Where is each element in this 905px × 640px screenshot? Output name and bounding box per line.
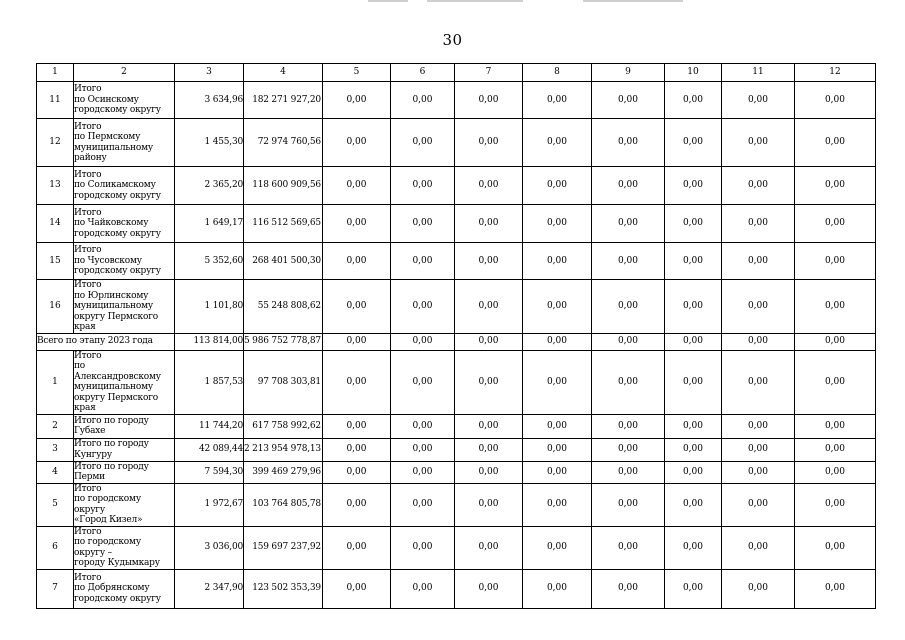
row-number: 16 xyxy=(37,280,74,334)
column-header: 12 xyxy=(794,64,875,82)
cell-value: 0,00 xyxy=(322,167,390,205)
total-value: 0,00 xyxy=(794,333,875,350)
cell-value: 0,00 xyxy=(390,119,454,167)
cell-value: 0,00 xyxy=(721,438,794,461)
row-name: Итого по Пермскому муниципальному району xyxy=(74,119,175,167)
cell-value: 0,00 xyxy=(454,280,522,334)
row-name: Итого по городскому округу «Город Кизел» xyxy=(74,483,175,526)
row-number: 1 xyxy=(37,350,74,414)
total-value: 0,00 xyxy=(522,333,591,350)
cell-value: 11 744,20 xyxy=(175,414,244,438)
cell-value: 0,00 xyxy=(522,119,591,167)
cell-value: 0,00 xyxy=(721,414,794,438)
cell-value: 0,00 xyxy=(591,461,664,483)
total-value: 0,00 xyxy=(390,333,454,350)
cell-value: 2 365,20 xyxy=(175,167,244,205)
cell-value: 0,00 xyxy=(522,569,591,608)
cell-value: 0,00 xyxy=(664,243,721,280)
cell-amount: 116 512 569,65 xyxy=(244,205,323,243)
cell-value: 0,00 xyxy=(390,205,454,243)
cell-value: 0,00 xyxy=(322,205,390,243)
cell-value: 0,00 xyxy=(664,167,721,205)
table-body xyxy=(37,64,876,609)
table-row xyxy=(37,438,876,461)
cell-value: 0,00 xyxy=(390,280,454,334)
cell-value: 0,00 xyxy=(390,167,454,205)
cell-value: 0,00 xyxy=(794,280,875,334)
row-name: Итого по Добрянскому городскому округу xyxy=(74,569,175,608)
cell-amount: 103 764 805,78 xyxy=(244,483,323,526)
cell-value: 2 347,90 xyxy=(175,569,244,608)
row-name: Итого по Юрлинскому муниципальному округу Пермского края xyxy=(74,280,175,334)
cell-value: 0,00 xyxy=(522,461,591,483)
cell-value: 1 972,67 xyxy=(175,483,244,526)
cell-value: 0,00 xyxy=(664,569,721,608)
scan-edge-mark xyxy=(583,0,683,2)
cell-value: 0,00 xyxy=(721,350,794,414)
cell-value: 0,00 xyxy=(322,414,390,438)
cell-value: 42 089,44 xyxy=(175,438,244,461)
cell-value: 0,00 xyxy=(664,526,721,569)
cell-value: 0,00 xyxy=(794,243,875,280)
page-number: 30 xyxy=(442,31,463,49)
cell-value: 0,00 xyxy=(322,280,390,334)
cell-value: 0,00 xyxy=(454,461,522,483)
cell-value: 1 455,30 xyxy=(175,119,244,167)
table-row xyxy=(37,119,876,167)
cell-value: 0,00 xyxy=(390,461,454,483)
cell-amount: 182 271 927,20 xyxy=(244,82,323,119)
row-number: 6 xyxy=(37,526,74,569)
cell-value: 0,00 xyxy=(664,350,721,414)
row-number: 15 xyxy=(37,243,74,280)
row-name: Итого по городу Перми xyxy=(74,461,175,483)
cell-value: 5 352,60 xyxy=(175,243,244,280)
total-row xyxy=(37,333,876,350)
cell-value: 0,00 xyxy=(591,205,664,243)
column-header: 5 xyxy=(322,64,390,82)
cell-value: 0,00 xyxy=(721,119,794,167)
cell-value: 0,00 xyxy=(522,205,591,243)
cell-value: 0,00 xyxy=(664,205,721,243)
cell-value: 0,00 xyxy=(522,414,591,438)
table-row xyxy=(37,569,876,608)
cell-value: 0,00 xyxy=(664,414,721,438)
column-header: 6 xyxy=(390,64,454,82)
cell-value: 0,00 xyxy=(454,82,522,119)
cell-value: 0,00 xyxy=(721,483,794,526)
cell-value: 0,00 xyxy=(664,461,721,483)
cell-value: 0,00 xyxy=(794,526,875,569)
column-header: 1 xyxy=(37,64,74,82)
total-amount: 5 986 752 778,87 xyxy=(244,333,323,350)
row-number: 11 xyxy=(37,82,74,119)
cell-value: 0,00 xyxy=(522,82,591,119)
cell-value: 0,00 xyxy=(454,167,522,205)
cell-value: 0,00 xyxy=(454,243,522,280)
cell-value: 0,00 xyxy=(664,438,721,461)
cell-value: 0,00 xyxy=(454,350,522,414)
cell-value: 0,00 xyxy=(522,243,591,280)
cell-value: 0,00 xyxy=(390,483,454,526)
cell-value: 0,00 xyxy=(390,82,454,119)
cell-value: 0,00 xyxy=(721,461,794,483)
cell-value: 0,00 xyxy=(522,167,591,205)
column-header: 3 xyxy=(175,64,244,82)
table-row xyxy=(37,243,876,280)
cell-value: 0,00 xyxy=(591,438,664,461)
cell-value: 0,00 xyxy=(522,438,591,461)
cell-value: 0,00 xyxy=(721,526,794,569)
table-row xyxy=(37,483,876,526)
cell-amount: 399 469 279,96 xyxy=(244,461,323,483)
cell-value: 1 101,80 xyxy=(175,280,244,334)
scan-edge-mark xyxy=(368,0,408,2)
cell-value: 0,00 xyxy=(591,350,664,414)
cell-value: 0,00 xyxy=(454,569,522,608)
cell-value: 0,00 xyxy=(322,119,390,167)
cell-value: 0,00 xyxy=(794,438,875,461)
cell-amount: 72 974 760,56 xyxy=(244,119,323,167)
row-number: 14 xyxy=(37,205,74,243)
cell-value: 0,00 xyxy=(721,82,794,119)
cell-value: 0,00 xyxy=(322,569,390,608)
cell-value: 0,00 xyxy=(721,243,794,280)
cell-value: 0,00 xyxy=(591,280,664,334)
column-header: 10 xyxy=(664,64,721,82)
cell-value: 0,00 xyxy=(322,461,390,483)
row-name: Итого по Александровскому муниципальному округу Пермского края xyxy=(74,350,175,414)
cell-amount: 118 600 909,56 xyxy=(244,167,323,205)
cell-value: 0,00 xyxy=(322,438,390,461)
column-header: 11 xyxy=(721,64,794,82)
data-table xyxy=(36,63,876,609)
cell-value: 0,00 xyxy=(591,483,664,526)
cell-value: 0,00 xyxy=(454,438,522,461)
row-name: Итого по городу Губахе xyxy=(74,414,175,438)
cell-value: 0,00 xyxy=(794,82,875,119)
cell-value: 0,00 xyxy=(794,205,875,243)
row-number: 12 xyxy=(37,119,74,167)
row-name: Итого по Чайковскому городскому округу xyxy=(74,205,175,243)
row-number: 2 xyxy=(37,414,74,438)
table-row xyxy=(37,205,876,243)
table-row xyxy=(37,461,876,483)
cell-value: 0,00 xyxy=(664,280,721,334)
column-header: 9 xyxy=(591,64,664,82)
cell-value: 0,00 xyxy=(522,350,591,414)
row-number: 7 xyxy=(37,569,74,608)
header-row xyxy=(37,64,876,82)
table-row xyxy=(37,82,876,119)
cell-value: 0,00 xyxy=(390,438,454,461)
cell-value: 0,00 xyxy=(390,350,454,414)
row-number: 4 xyxy=(37,461,74,483)
cell-value: 0,00 xyxy=(591,82,664,119)
cell-value: 0,00 xyxy=(591,414,664,438)
table-row xyxy=(37,167,876,205)
column-header: 8 xyxy=(522,64,591,82)
row-name: Итого по Осинскому городскому округу xyxy=(74,82,175,119)
cell-value: 0,00 xyxy=(794,461,875,483)
cell-value: 0,00 xyxy=(522,483,591,526)
cell-value: 0,00 xyxy=(721,205,794,243)
cell-value: 0,00 xyxy=(664,82,721,119)
cell-value: 0,00 xyxy=(390,526,454,569)
cell-amount: 123 502 353,39 xyxy=(244,569,323,608)
cell-amount: 617 758 992,62 xyxy=(244,414,323,438)
cell-value: 0,00 xyxy=(522,526,591,569)
total-value: 0,00 xyxy=(454,333,522,350)
cell-amount: 55 248 808,62 xyxy=(244,280,323,334)
row-number: 13 xyxy=(37,167,74,205)
cell-value: 0,00 xyxy=(721,569,794,608)
cell-value: 0,00 xyxy=(794,414,875,438)
cell-value: 0,00 xyxy=(322,243,390,280)
cell-value: 0,00 xyxy=(721,167,794,205)
scan-edge-mark xyxy=(427,0,523,2)
column-header: 4 xyxy=(244,64,323,82)
cell-value: 3 634,96 xyxy=(175,82,244,119)
cell-value: 0,00 xyxy=(454,483,522,526)
row-name: Итого по Соликамскому городскому округу xyxy=(74,167,175,205)
cell-value: 0,00 xyxy=(454,205,522,243)
cell-value: 7 594,30 xyxy=(175,461,244,483)
cell-value: 0,00 xyxy=(390,243,454,280)
cell-value: 0,00 xyxy=(322,350,390,414)
row-number: 5 xyxy=(37,483,74,526)
column-header: 7 xyxy=(454,64,522,82)
cell-value: 0,00 xyxy=(322,82,390,119)
cell-value: 0,00 xyxy=(794,483,875,526)
cell-value: 0,00 xyxy=(322,483,390,526)
row-number: 3 xyxy=(37,438,74,461)
cell-value: 0,00 xyxy=(390,569,454,608)
cell-value: 1 649,17 xyxy=(175,205,244,243)
cell-value: 0,00 xyxy=(794,167,875,205)
cell-value: 0,00 xyxy=(522,280,591,334)
table-row xyxy=(37,526,876,569)
total-label: Всего по этапу 2023 года xyxy=(37,333,175,350)
row-name: Итого по городскому округу – городу Кудымкару xyxy=(74,526,175,569)
cell-value: 0,00 xyxy=(591,526,664,569)
total-value: 113 814,00 xyxy=(175,333,244,350)
cell-value: 0,00 xyxy=(794,350,875,414)
cell-value: 0,00 xyxy=(454,526,522,569)
total-value: 0,00 xyxy=(664,333,721,350)
cell-value: 0,00 xyxy=(664,119,721,167)
cell-value: 0,00 xyxy=(794,119,875,167)
cell-amount: 97 708 303,81 xyxy=(244,350,323,414)
cell-value: 0,00 xyxy=(794,569,875,608)
cell-value: 0,00 xyxy=(454,414,522,438)
table-row xyxy=(37,350,876,414)
cell-amount: 268 401 500,30 xyxy=(244,243,323,280)
table-row xyxy=(37,280,876,334)
total-value: 0,00 xyxy=(322,333,390,350)
cell-value: 1 857,53 xyxy=(175,350,244,414)
total-value: 0,00 xyxy=(721,333,794,350)
cell-value: 0,00 xyxy=(454,119,522,167)
cell-value: 0,00 xyxy=(591,167,664,205)
cell-value: 0,00 xyxy=(721,280,794,334)
cell-value: 0,00 xyxy=(591,569,664,608)
cell-amount: 2 213 954 978,13 xyxy=(244,438,323,461)
total-value: 0,00 xyxy=(591,333,664,350)
cell-amount: 159 697 237,92 xyxy=(244,526,323,569)
table-row xyxy=(37,414,876,438)
cell-value: 0,00 xyxy=(390,414,454,438)
cell-value: 0,00 xyxy=(591,243,664,280)
row-name: Итого по городу Кунгуру xyxy=(74,438,175,461)
row-name: Итого по Чусовскому городскому округу xyxy=(74,243,175,280)
cell-value: 0,00 xyxy=(664,483,721,526)
cell-value: 0,00 xyxy=(591,119,664,167)
cell-value: 3 036,00 xyxy=(175,526,244,569)
column-header: 2 xyxy=(74,64,175,82)
cell-value: 0,00 xyxy=(322,526,390,569)
